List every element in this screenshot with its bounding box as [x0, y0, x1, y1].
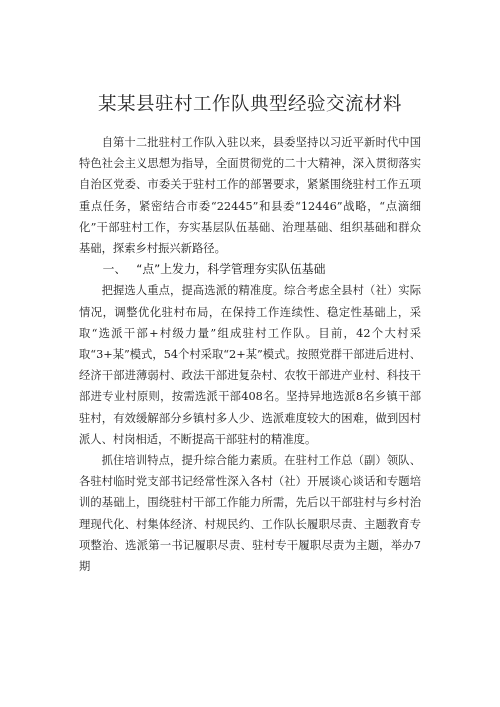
- body-paragraph: 抓住培训特点，提升综合能力素质。在驻村工作总（副）领队、各驻村临时党支部书记经常性深入各村（社）开展谈心谈话和专题培训的基础上，围绕驻村干部工作能力所需，先后以干部驻村与乡村治理现代化、村集体经济、村规民约、工作队长履职尽责、主题教育专项整治、选派第一书记履职尽责、驻村专干履职尽责为主题，举办7期: [79, 454, 421, 574]
- body-paragraph: 把握选人重点，提高选派的精准度。综合考虑全县村（社）实际情况，调整优化驻村布局，在保持工作连续性、稳定性基础上，采取“选派干部+村级力量”组成驻村工作队。目前，42个大村采取“3+某”模式，54个村采取“2+某”模式。按照党群干部进后进村、经济干部进薄弱村、政法干部进复杂村、农牧干部进产业村、科技干部进专业村原则，按需选派干部408名。坚持异地选派8名乡镇干部驻村，有效缓解部分乡镇村多人少、选派难度较大的困难，做到因村派人、村岗相适，不断提高干部驻村的精准度。: [79, 284, 421, 446]
- section-heading-text: “点”上发力，科学管理夯实队伍基础: [136, 262, 326, 277]
- section-number: 一、: [102, 262, 127, 277]
- document-title: 某某县驻村工作队典型经验交流材料: [97, 94, 402, 115]
- section-heading: [79, 259, 421, 280]
- intro-paragraph: 自第十二批驻村工作队入驻以来，县委坚持以习近平新时代中国特色社会主义思想为指导，全面贯彻党的二十大精神，深入贯彻落实自治区党委、市委关于驻村工作的部署要求，紧紧围绕驻村工作五项重点任务，紧密结合市委“22445”和县委“12446”战略，“点滴细化”干部驻村工作，夯实基层队伍基础、治理基础、组织基础和群众基础，探索乡村振兴新路径。: [79, 136, 421, 256]
- document-body: [79, 132, 421, 577]
